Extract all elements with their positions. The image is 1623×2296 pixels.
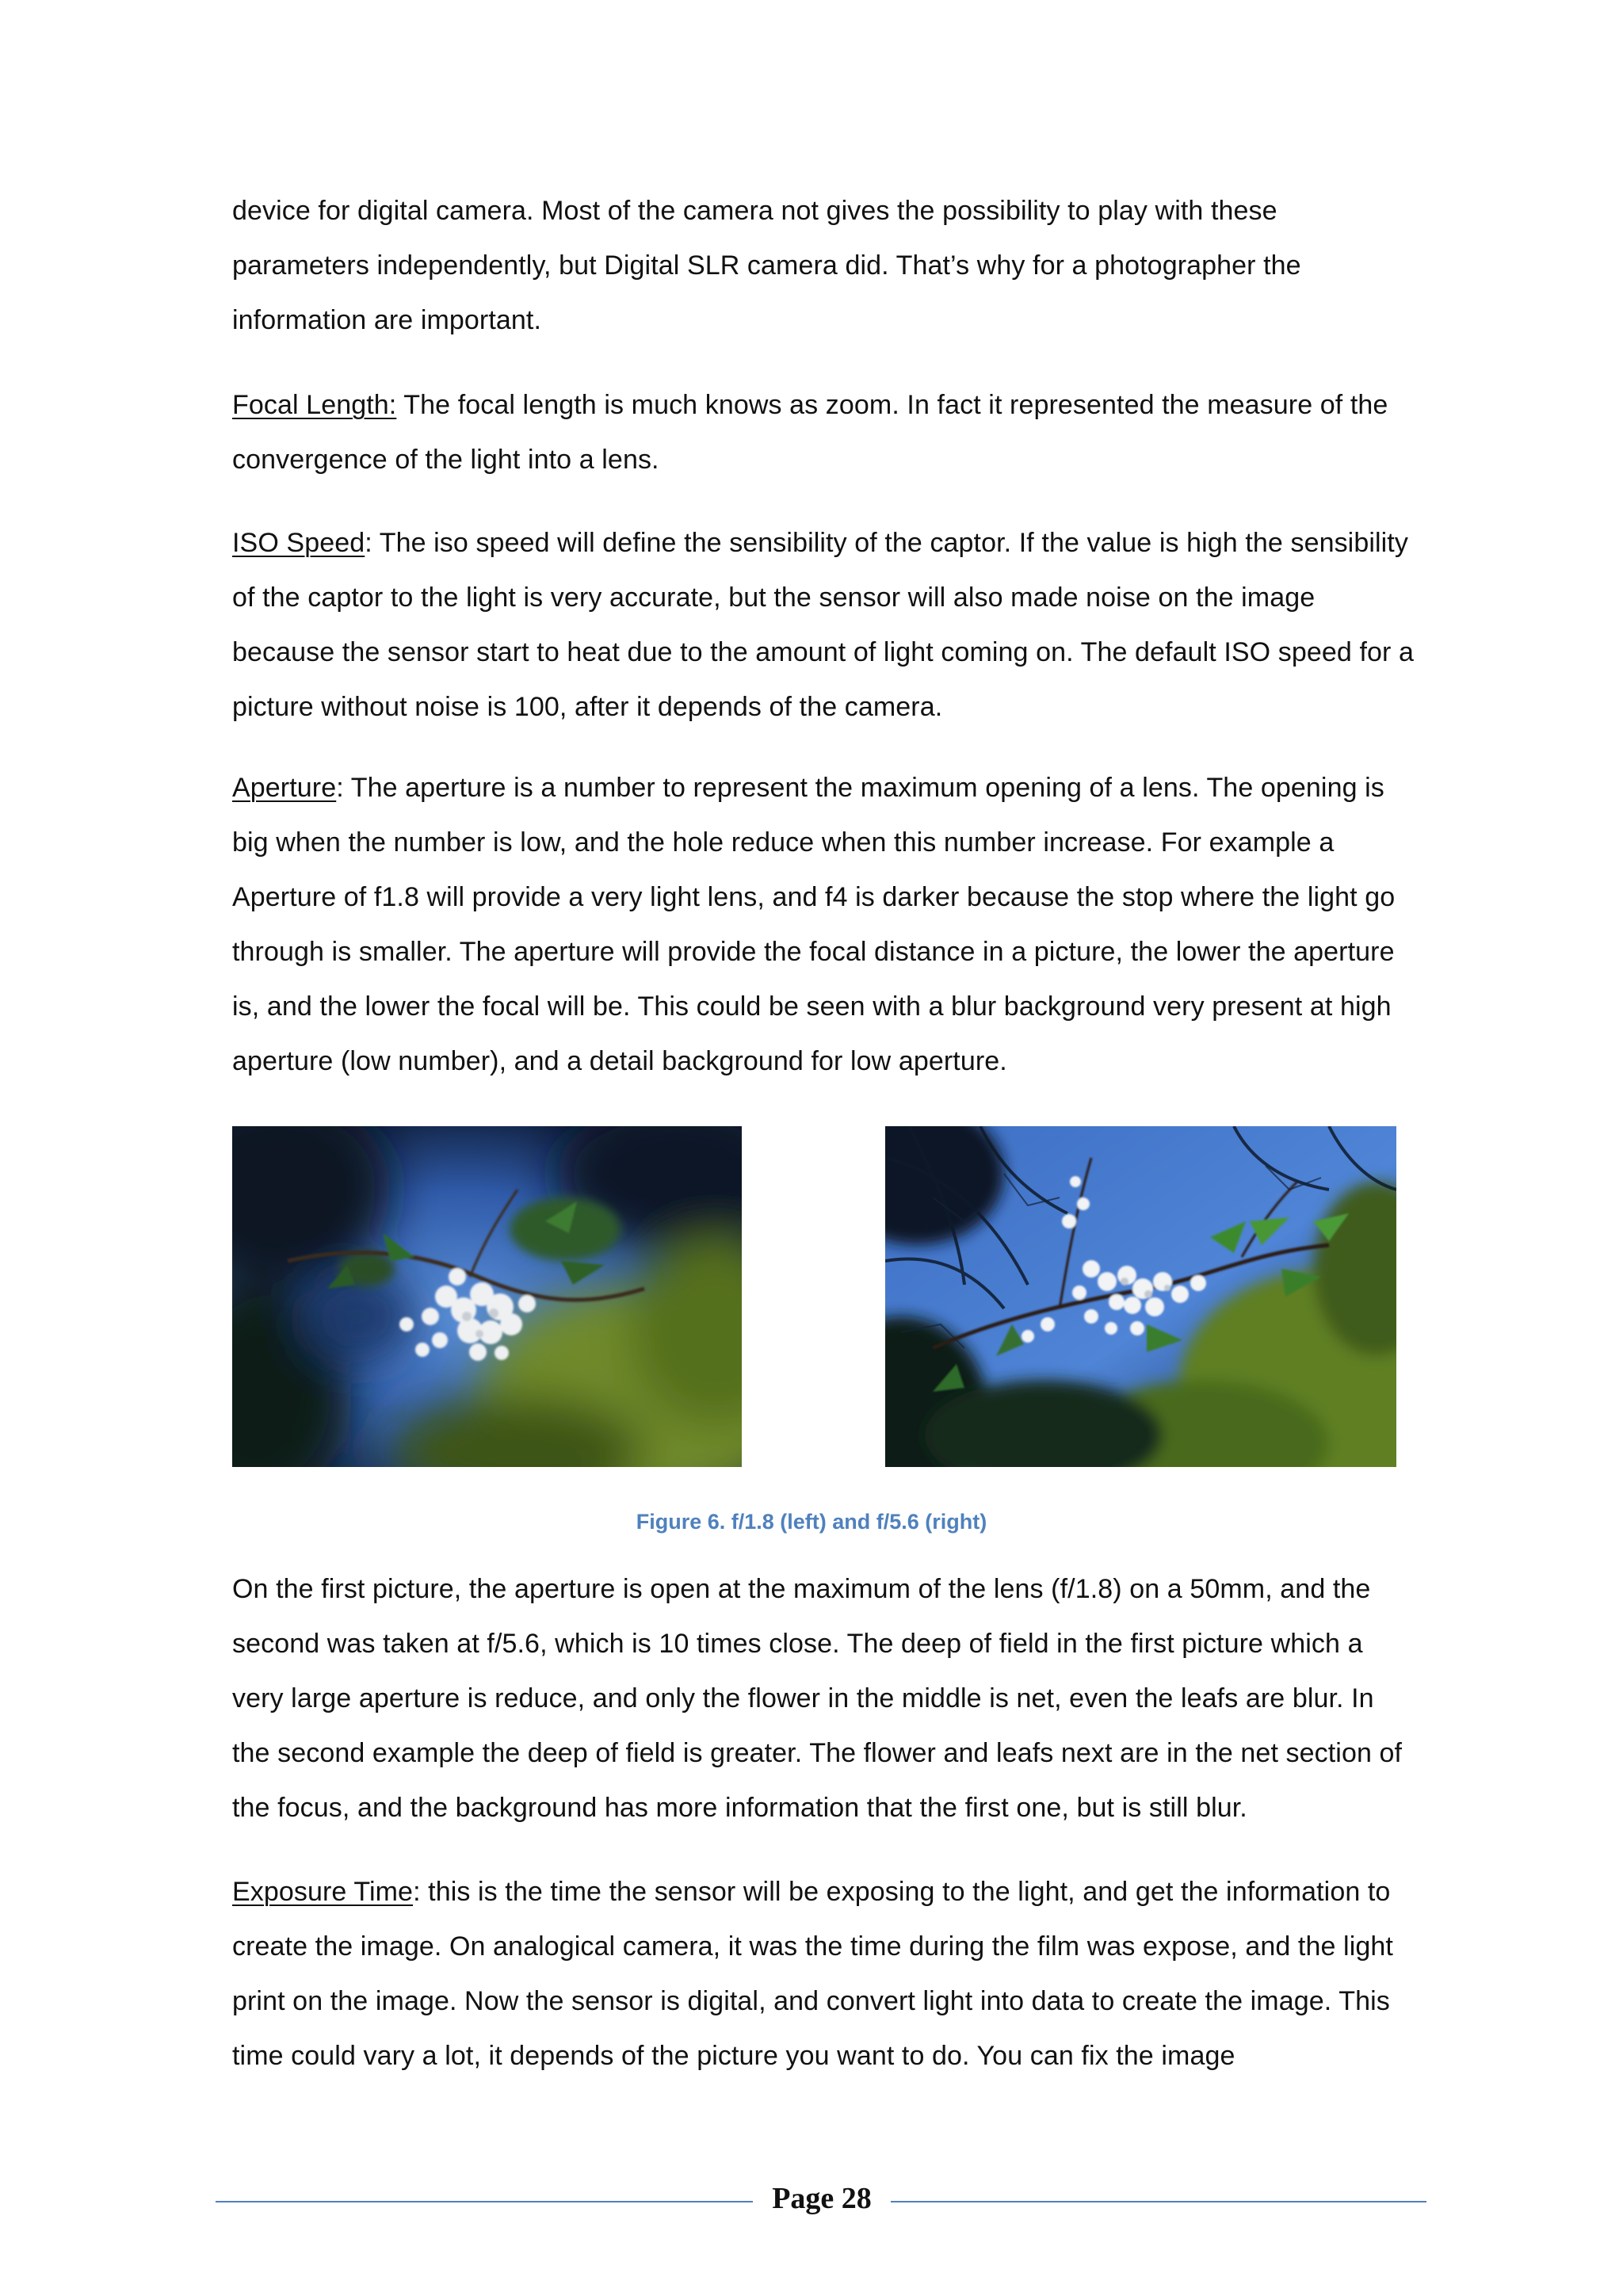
paragraph-exposure-time <box>232 1865 1417 2084</box>
paragraph-iso-speed <box>232 516 1417 735</box>
paragraph-focal-length <box>232 378 1417 487</box>
photo-f5-6-blossom <box>885 1126 1396 1467</box>
page-number: Page 28 <box>772 2182 872 2215</box>
term-aperture: Aperture <box>232 773 337 803</box>
paragraph-intro-continuation <box>232 184 1417 348</box>
paragraph-figure-discussion <box>232 1562 1417 1836</box>
footer-rule-left <box>216 2201 753 2202</box>
paragraph-text: : The iso speed will define the sensibility of the captor. If the value is high the sensibility of the captor to the light is very accurate, but the sensor will also made noise on the image because the sensor start to heat due to the amount of light coming on. The default ISO speed for a picture without noise is 100, after it depends of the camera. <box>232 528 1414 722</box>
blossom-photo-right-image <box>885 1126 1396 1467</box>
figure-caption: Figure 6. f/1.8 (left) and f/5.6 (right) <box>636 1510 987 1534</box>
paragraph-text: device for digital camera. Most of the camera not gives the possibility to play with these parameters independently, but Digital SLR camera did. That’s why for a photographer the information are important. <box>232 196 1301 335</box>
page-footer <box>216 2178 1426 2225</box>
photo-f1-8-blossom <box>232 1126 742 1467</box>
paragraph-text: On the first picture, the aperture is open at the maximum of the lens (f/1.8) on a 50mm, and the second was taken at f/5.6, which is 10 times close. The deep of field in the first picture which a very large aperture is reduce, and only the flower in the middle is net, even the leafs are blur. In the second example the deep of field is greater. The flower and leafs next are in the net section of the focus, and the background has more information that the first one, but is still blur. <box>232 1574 1403 1823</box>
footer-rule-right <box>891 2201 1426 2202</box>
term-focal-length: Focal Length: <box>232 390 397 420</box>
paragraph-text: : this is the time the sensor will be exposing to the light, and get the information to create the image. On analogical camera, it was the time during the film was expose, and the light print on the image. Now the sensor is digital, and convert light into data to create the image. This time could vary a lot, it depends of the picture you want to do. You can fix the image <box>232 1877 1393 2071</box>
paragraph-text: : The aperture is a number to represent the maximum opening of a lens. The opening is big when the number is low, and the hole reduce when this number increase. For example a Aperture of f1.8 will provide a very light lens, and f4 is darker because the stop where the light go through is smaller. The aperture will provide the focal distance in a picture, the lower the aperture is, and the lower the focal will be. This could be seen with a blur background very present at high aperture (low number), and a detail background for low aperture. <box>232 773 1396 1076</box>
blossom-photo-left-image <box>232 1126 742 1467</box>
term-exposure-time: Exposure Time <box>232 1877 414 1907</box>
paragraph-aperture <box>232 761 1417 1089</box>
paragraph-text: The focal length is much knows as zoom. In fact it represented the measure of the convergence of the light into a lens. <box>232 390 1388 475</box>
term-iso-speed: ISO Speed <box>232 528 365 558</box>
